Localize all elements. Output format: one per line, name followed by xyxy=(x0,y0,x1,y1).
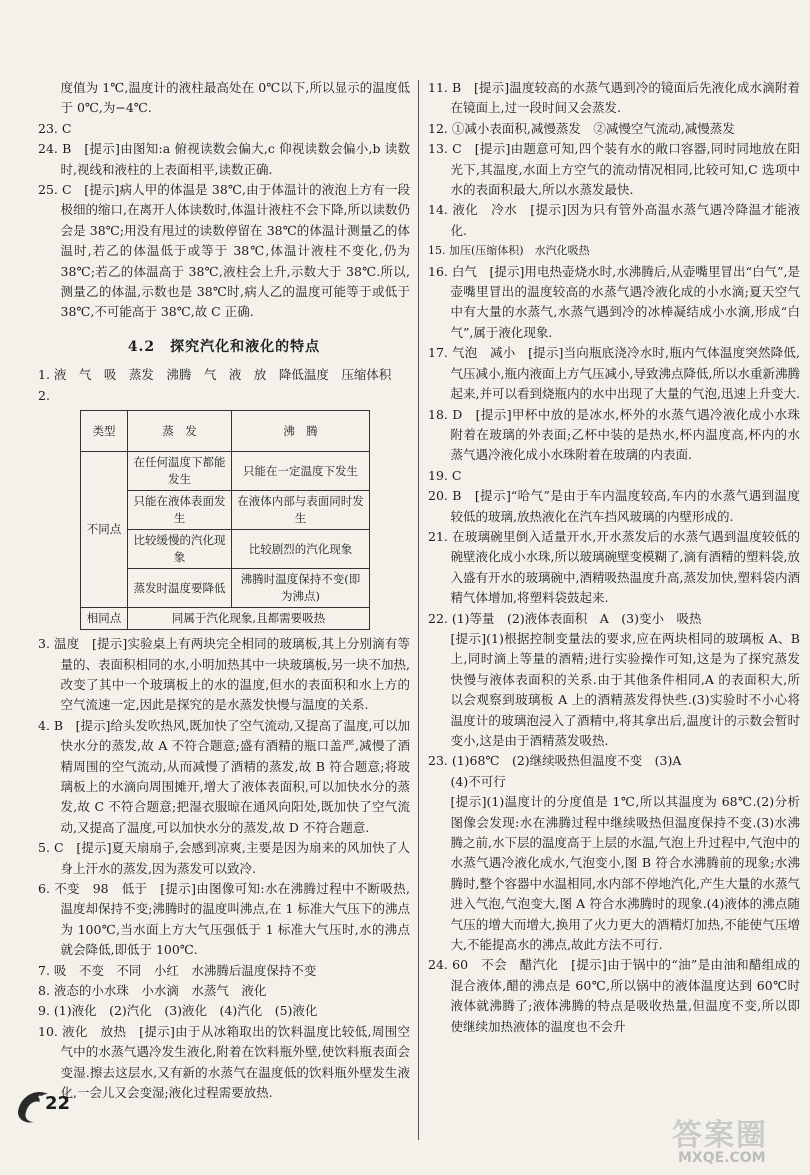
answer-15: 15. 加压(压缩体积) 水汽化吸热 xyxy=(428,244,590,258)
answer-3: 3. 温度 [提示]实验桌上有两块完全相同的玻璃板,其上分别滴有等量的、表面积相同的水,小明加热其中一块玻璃板,另一块不加热,改变了其中一个玻璃板上的水的温度,但水的表面积和水上方的空气流速一定,因此是探究的是水蒸发快慢与温度的关系. xyxy=(38,636,410,713)
answer-24: 24. 60 不会 醋汽化 [提示]由于锅中的“油”是由油和醋组成的混合液体,醋的沸点是 60℃,所以锅中的液体温度达到 60℃时液体就沸腾了;液体沸腾的特点是吸收热量,但温度不变,所以即使继续加热液体的温度也不会升 xyxy=(428,957,800,1034)
answer-11: 11. B [提示]温度较高的水蒸气遇到冷的镜面后先液化成水滴附着在镜面上,过一段时间又会蒸发. xyxy=(428,80,800,116)
answer-22: 22. (1)等量 (2)液体表面积 A (3)变小 吸热 xyxy=(428,610,702,626)
table-cell: 比较缓慢的汽化现象 xyxy=(128,530,232,569)
watermark-text: 答案圈 xyxy=(672,1118,768,1153)
table-same-text: 同属于汽化现象,且都需要吸热 xyxy=(128,608,370,630)
table-cell: 比较剧烈的汽化现象 xyxy=(231,530,369,569)
table-cell: 只能在一定温度下发生 xyxy=(231,452,369,491)
answer-1: 1. 液 气 吸 蒸发 沸腾 气 液 放 降低温度 压缩体积 xyxy=(38,367,392,383)
answer-23-hint: [提示](1)温度计的分度值是 1℃,所以其温度为 68℃.(2)分析图像会发现:水在沸腾过程中继续吸热但温度保持不变.(3)水沸腾之前,水下层的温度高于上层的水温,气泡上升过程中,气泡中的水蒸气遇冷液化成水,气泡变小,图 B 符合水沸腾前的现象;水沸腾时,整个容器中水温相同,水内部不停地汽化,产生大量的水蒸气进入气泡,气泡变大,图 A 符合水沸腾时的现象.(4)液体的沸点随气压的增大而增大,换用了火力更大的酒精灯加热,不能使气压增大,不能提高水的沸点,故此方法不可行. xyxy=(450,794,800,953)
answer-7: 7. 吸 不变 不同 小红 水沸腾后温度保持不变 xyxy=(38,962,317,978)
answer-21: 21. 在玻璃碗里倒入适量开水,开水蒸发后的水蒸气遇到温度较低的碗壁液化成小水珠,所以玻璃碗壁变模糊了,滴有酒精的塑料袋,放入盛有开水的玻璃碗中,酒精吸热温度升高,蒸发加快,塑料袋内酒精气体增加,将塑料袋鼓起来. xyxy=(428,528,800,606)
column-divider xyxy=(418,80,419,1140)
table-group-differences: 不同点 xyxy=(81,452,128,608)
answer-16: 16. 白气 [提示]用电热壶烧水时,水沸腾后,从壶嘴里冒出“白气”,是壶嘴里冒出的温度较高的水蒸气遇冷液化成的小水滴;夏天空气中有大量的水蒸气,水蒸气遇到冷的冰棒凝结成小水滴,形成“白气”,属于液化现象. xyxy=(428,263,800,340)
left-column xyxy=(38,78,410,1103)
answer-24: 24. B [提示]由图知:a 俯视读数会偏大,c 仰视读数会偏小,b 读数时,视线和液柱的上表面相平,读数正确. xyxy=(38,141,410,177)
answer-23: 23. (1)68℃ (2)继续吸热但温度不变 (3)A xyxy=(428,753,682,769)
answer-20: 20. B [提示]“哈气”是由于车内温度较高,车内的水蒸气遇到温度较低的玻璃,放热液化在汽车挡风玻璃的内壁形成的. xyxy=(428,488,800,524)
answer-12: 12. ①减小表面积,减慢蒸发 ②减慢空气流动,减慢蒸发 xyxy=(428,120,735,136)
answer-13: 13. C [提示]由题意可知,四个装有水的敞口容器,同时同地放在阳光下,其温度,水面上方空气的流动情况相同,比较可知,C 选项中水的表面积最大,所以水蒸发最快. xyxy=(428,141,800,198)
page-number: 22 xyxy=(45,1093,71,1114)
answer-25: 25. C [提示]病人甲的体温是 38℃,由于体温计的液泡上方有一段极细的缩口,在离开人体读数时,体温计液柱不会下降,所以读数仍会是 38℃;用没有甩过的读数停留在 38℃的体温计测量乙的体温时,若乙的体温低于或等于 38℃,体温计液柱不变化,仍为 38℃;若乙的体温高于 38℃,液柱会上升,示数大于 38℃.所以,测量乙的体温,示数也是 38℃时,病人乙的温度可能等于或低于 38℃,不可能高于 38℃,故 C 正确. xyxy=(38,182,410,320)
table-cell: 蒸发时温度要降低 xyxy=(128,569,232,608)
answer-8: 8. 液态的小水珠 小水滴 水蒸气 液化 xyxy=(38,983,267,998)
section-title: 4.2 探究汽化和液化的特点 xyxy=(127,338,321,355)
answer-4: 4. B [提示]给头发吹热风,既加快了空气流动,又提高了温度,可以加快水分的蒸发,故 A 不符合题意;盛有酒精的瓶口盖严,减慢了酒精周围的空气流动,从而减慢了酒精的蒸发,故 B 符合题意;将玻璃板上的水滴向周围摊开,增大了液体表面积,可以加快水分的蒸发,故 C 不符合题意;把湿衣服晾在通风向阳处,既加快了空气流动,又提高了温度,可以加快水分的蒸发,故 D 不符合题意. xyxy=(38,717,410,835)
table-cell: 在液体内部与表面同时发生 xyxy=(231,491,369,530)
table-same-label: 相同点 xyxy=(81,608,128,630)
table-cell: 只能在液体表面发生 xyxy=(128,491,232,530)
answer-9: 9. (1)液化 (2)汽化 (3)液化 (4)汽化 (5)液化 xyxy=(38,1003,318,1019)
answer-23: 23. C xyxy=(38,120,72,136)
table-header-evaporation: 蒸 发 xyxy=(128,411,232,452)
comparison-table xyxy=(80,410,370,630)
answer-10: 10. 液化 放热 [提示]由于从冰箱取出的饮料温度比较低,周围空气中的水蒸气遇冷发生液化,附着在饮料瓶外壁,使饮料瓶表面会变湿.擦去这层水,又有新的水蒸气在温度低的饮料瓶外壁发生液化,一会儿又会变湿;液化过程需要放热. xyxy=(38,1023,410,1101)
table-header-type: 类型 xyxy=(81,411,128,452)
table-cell: 在任何温度下都能发生 xyxy=(128,452,232,491)
answer-14: 14. 液化 冷水 [提示]因为只有管外高温水蒸气遇冷降温才能液化. xyxy=(428,202,800,238)
table-cell: 沸腾时温度保持不变(即为沸点) xyxy=(231,569,369,608)
answer-22-hint: [提示](1)根据控制变量法的要求,应在两块相同的玻璃板 A、B 上,同时滴上等量的酒精;进行实验操作可知,这是为了探究蒸发快慢与液体表面积的关系.由于其他条件相同,A 的表面积大,所以会观察到玻璃板 A 上的酒精蒸发得快些.(3)实验时不小心将温度计的玻璃泡浸入了酒精中,将其拿出后,温度计的示数会暂时变小,这是由于酒精蒸发吸热. xyxy=(450,630,800,748)
answer-18: 18. D [提示]甲杯中放的是冰水,杯外的水蒸气遇冷液化成小水珠附着在玻璃的外表面;乙杯中装的是热水,杯内温度高,杯内的水蒸气遇冷液化成小水珠附着在玻璃的内表面. xyxy=(428,406,800,463)
answer-23-part4: (4)不可行 xyxy=(450,773,506,789)
table-header-boiling: 沸 腾 xyxy=(231,411,369,452)
answer-17: 17. 气泡 减小 [提示]当向瓶底浇冷水时,瓶内气体温度突然降低,气压减小,瓶内液面上方气压减小,导致沸点降低,所以水重新沸腾起来,并可以看到烧瓶内的水中出现了大量的气泡,迅速上升变大. xyxy=(428,345,800,402)
right-column xyxy=(428,78,800,1037)
answer-22-cont: 度值为 1℃,温度计的液柱最高处在 0℃以下,所以显示的温度低于 0℃,为−4℃. xyxy=(60,80,410,116)
answer-19: 19. C xyxy=(428,467,462,483)
answer-5: 5. C [提示]夏天扇扇子,会感到凉爽,主要是因为扇来的风加快了人身上汗水的蒸发,因为蒸发可以致冷. xyxy=(38,840,410,876)
watermark-url: MXQE.COM xyxy=(678,1150,766,1166)
answer-6: 6. 不变 98 低于 [提示]由图像可知:水在沸腾过程中不断吸热,温度却保持不变;沸腾时的温度叫沸点,在 1 标准大气压下的沸点为 100℃,当水面上方大气压强低于 1 标准大气压时,水的沸点就会降低,即低于 100℃. xyxy=(38,880,410,958)
answer-2-label: 2. xyxy=(38,387,50,403)
